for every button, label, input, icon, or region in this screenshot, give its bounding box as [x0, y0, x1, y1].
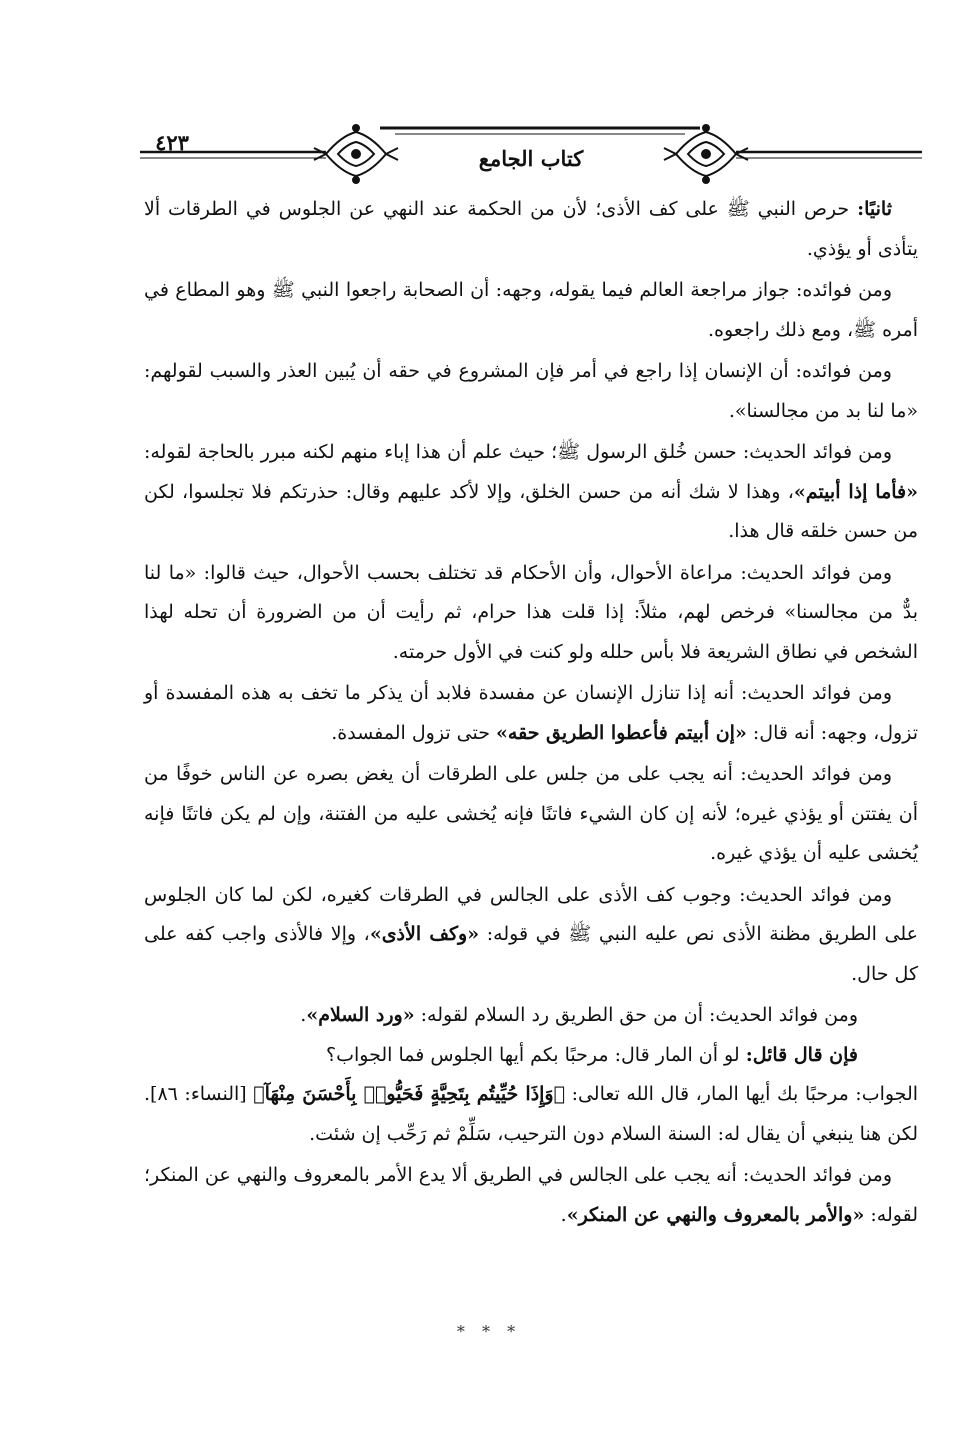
running-header-title: كتاب الجامع	[478, 146, 584, 171]
hadith-quote: «وكف الأذى»	[369, 923, 480, 945]
paragraph-9	[144, 996, 918, 1036]
paragraph-text: . لكن هنا ينبغي أن يقال له: السنة السلام دون الترحيب، سَلِّمْ ثم رَحِّب إن شئت.	[144, 1083, 918, 1145]
paragraph-3	[144, 352, 918, 431]
paragraph-7	[144, 755, 918, 874]
hadith-quote: «والأمر بالمعروف والنهي عن المنكر»	[566, 1203, 865, 1226]
paragraph-text: ومن فوائد الحديث: أنه إذا تنازل الإنسان عن مفسدة فلابد أن يذكر ما تخف به هذه المفسدة أو تزول، وجهه: أنه قال:	[144, 682, 918, 744]
paragraph-text: حتى تزول المفسدة.	[331, 721, 497, 744]
paragraph-text: ومن فوائد الحديث: أن من حق الطريق رد السلام لقوله:	[420, 1004, 858, 1026]
paragraph-text: .	[300, 1004, 307, 1026]
paragraph-text: لو أن المار قال: مرحبًا بكم أيها الجلوس فما الجواب؟	[326, 1043, 740, 1066]
page-body	[144, 190, 918, 1235]
paragraph-lead: فإن قال قائل:	[745, 1043, 858, 1066]
quran-verse: ﴿وَإِذَا حُيِّيتُم بِتَحِيَّةٍ فَحَيُّوا۟ بِأَحْسَنَ مِنْهَآ﴾	[253, 1083, 566, 1105]
paragraph-4	[144, 433, 918, 552]
verse-reference: [النساء: ٨٦]	[150, 1083, 247, 1105]
paragraph-text: ومن فوائد الحديث: حسن خُلق الرسول ﷺ؛ حيث علم أن هذا إباء منهم لكنه مبرر بالحاجة لقوله:	[144, 441, 892, 463]
paragraph-lead: ثانيًا:	[857, 198, 892, 220]
paragraph-text: ومن فوائد الحديث: أنه يجب على من جلس على الطرقات أن يغض بصره عن الناس خوفًا من أن يفتتن أو يؤذي غيره؛ لأنه إن كان الشيء فاتنًا فإنه يُخشى عليه من الفتنة، وإن لم يكن فاتنًا فإنه يُخشى عليه أن يؤذي غيره.	[144, 763, 918, 864]
paragraph-text: ، وهذا لا شك أنه من حسن الخلق، وإلا لأكد عليهم وقال: حذرتكم فلا تجلسوا، لكن من حسن خلقه قال هذا.	[144, 480, 918, 542]
paragraph-text: ومن فوائد الحديث: وجوب كف الأذى على الجالس في الطرقات كغيره، لكن لما كان الجلوس على الطريق مظنة الأذى نص عليه النبي ﷺ في قوله:	[144, 883, 918, 945]
paragraph-text: ومن فوائده: جواز مراجعة العالم فيما يقوله، وجهه: أن الصحابة راجعوا النبي ﷺ وهو المطاع في أمره ﷺ، ومع ذلك راجعوه.	[144, 279, 918, 341]
paragraph-11	[144, 1075, 918, 1154]
hadith-quote: «فأما إذا أبيتم»	[793, 480, 918, 503]
paragraph-text: ومن فوائد الحديث: أنه يجب على الجالس في الطريق ألا يدع الأمر بالمعروف والنهي عن المنكر؛ لقوله:	[144, 1164, 918, 1226]
page-number: ٤٢٣	[155, 130, 189, 155]
paragraph-8	[144, 876, 918, 995]
paragraph-1	[144, 190, 918, 269]
paragraph-12	[144, 1156, 918, 1235]
paragraph-text: حرص النبي ﷺ على كف الأذى؛ لأن من الحكمة عند النهي عن الجلوس في الطرقات ألا يتأذى أو يؤذي.	[144, 198, 918, 260]
hadith-quote: «ورد السلام»	[306, 1004, 415, 1026]
paragraph-text: .	[560, 1203, 567, 1226]
paragraph-text: الجواب: مرحبًا بك أيها المار، قال الله تعالى:	[571, 1083, 919, 1105]
paragraph-5	[144, 554, 918, 673]
section-divider: * * *	[456, 1322, 522, 1341]
paragraph-text: ومن فوائد الحديث: مراعاة الأحوال، وأن الأحكام قد تختلف بحسب الأحوال، حيث قالوا: «ما لنا بدٌّ من مجالسنا» فرخص لهم، مثلاً: إذا قلت هذا حرام، ثم رأيت أن من الضرورة أن تحله لهذا الشخص في نطاق الشريعة فلا بأس حلله ولو كنت في الأول حرمته.	[144, 561, 918, 663]
paragraph-2	[144, 271, 918, 350]
paragraph-10	[144, 1036, 918, 1076]
paragraph-6	[144, 674, 918, 753]
paragraph-text: ومن فوائده: أن الإنسان إذا راجع في أمر فإن المشروع في حقه أن يُبين العذر والسبب لقولهم: «ما لنا بد من مجالسنا».	[144, 360, 918, 422]
paragraph-text: ، وإلا فالأذى واجب كفه على كل حال.	[144, 923, 918, 985]
hadith-quote: «إن أبيتم فأعطوا الطريق حقه»	[496, 721, 747, 744]
running-header	[140, 118, 922, 190]
